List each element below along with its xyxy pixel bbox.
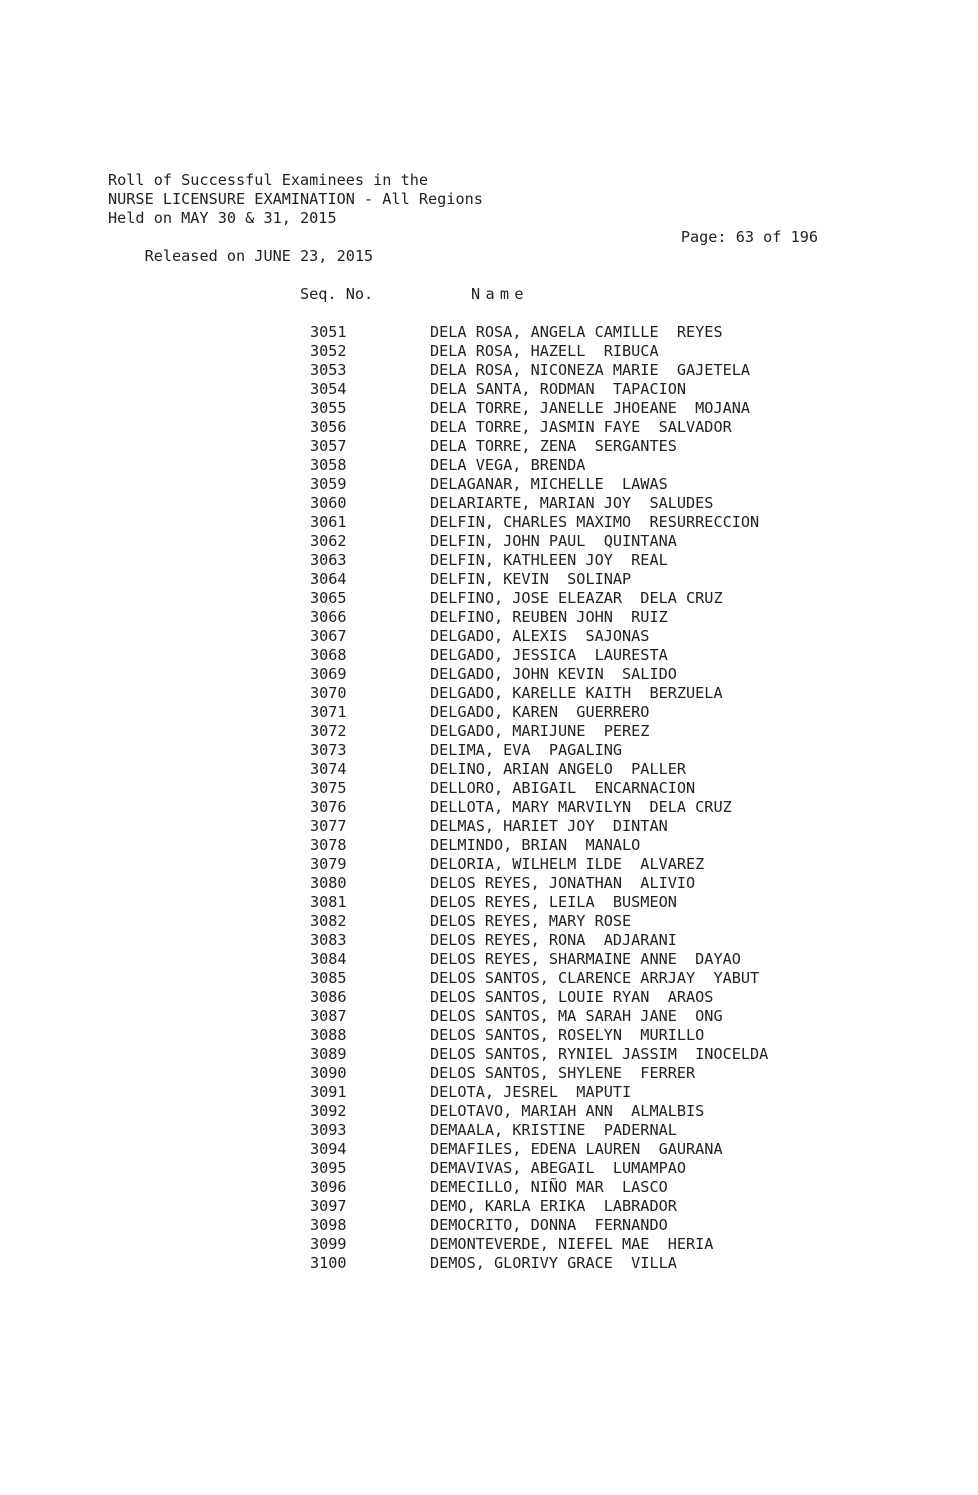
examinee-name: DEMONTEVERDE, NIEFEL MAE HERIA (430, 1235, 714, 1253)
examinee-name: DELOS SANTOS, LOUIE RYAN ARAOS (430, 988, 714, 1006)
list-item (0, 684, 978, 703)
seq-number: 3051 (310, 323, 347, 341)
list-item (0, 418, 978, 437)
list-item (0, 1064, 978, 1083)
examinee-name: DEMAFILES, EDENA LAUREN GAURANA (430, 1140, 723, 1158)
list-item (0, 513, 978, 532)
seq-number: 3055 (310, 399, 347, 417)
list-item (0, 380, 978, 399)
seq-number: 3084 (310, 950, 347, 968)
seq-number: 3076 (310, 798, 347, 816)
column-header-name: Name (471, 285, 529, 303)
seq-number: 3069 (310, 665, 347, 683)
seq-number: 3072 (310, 722, 347, 740)
list-item (0, 855, 978, 874)
examinee-name: DELOS REYES, RONA ADJARANI (430, 931, 677, 949)
examinee-name: DELMAS, HARIET JOY DINTAN (430, 817, 668, 835)
seq-number: 3090 (310, 1064, 347, 1082)
list-item (0, 893, 978, 912)
list-item (0, 1102, 978, 1121)
examinee-name: DEMOS, GLORIVY GRACE VILLA (430, 1254, 677, 1272)
list-item (0, 817, 978, 836)
examinee-name: DELOS REYES, MARY ROSE (430, 912, 632, 930)
seq-number: 3079 (310, 855, 347, 873)
seq-number: 3073 (310, 741, 347, 759)
list-item (0, 1178, 978, 1197)
seq-number: 3100 (310, 1254, 347, 1272)
seq-number: 3071 (310, 703, 347, 721)
examinee-list (0, 323, 978, 1273)
seq-number: 3053 (310, 361, 347, 379)
examinee-name: DEMO, KARLA ERIKA LABRADOR (430, 1197, 677, 1215)
list-item (0, 950, 978, 969)
list-item (0, 988, 978, 1007)
list-item (0, 551, 978, 570)
list-item (0, 703, 978, 722)
examinee-name: DELIMA, EVA PAGALING (430, 741, 623, 759)
list-item (0, 665, 978, 684)
seq-number: 3062 (310, 532, 347, 550)
examinee-name: DELGADO, JOHN KEVIN SALIDO (430, 665, 677, 683)
list-item (0, 494, 978, 513)
list-item (0, 741, 978, 760)
seq-number: 3093 (310, 1121, 347, 1139)
seq-number: 3080 (310, 874, 347, 892)
examinee-name: DELGADO, KARELLE KAITH BERZUELA (430, 684, 723, 702)
examinee-name: DELFIN, CHARLES MAXIMO RESURRECCION (430, 513, 760, 531)
list-item (0, 570, 978, 589)
examinee-name: DELOS REYES, LEILA BUSMEON (430, 893, 677, 911)
seq-number: 3095 (310, 1159, 347, 1177)
seq-number: 3058 (310, 456, 347, 474)
examinee-name: DELOTA, JESREL MAPUTI (430, 1083, 632, 1101)
seq-number: 3061 (310, 513, 347, 531)
list-item (0, 608, 978, 627)
list-item (0, 931, 978, 950)
seq-number: 3081 (310, 893, 347, 911)
seq-number: 3067 (310, 627, 347, 645)
list-item (0, 361, 978, 380)
examinee-name: DELORIA, WILHELM ILDE ALVAREZ (430, 855, 705, 873)
list-item (0, 1254, 978, 1273)
seq-number: 3065 (310, 589, 347, 607)
seq-number: 3091 (310, 1083, 347, 1101)
list-item (0, 1083, 978, 1102)
examinee-name: DELLORO, ABIGAIL ENCARNACION (430, 779, 696, 797)
seq-number: 3052 (310, 342, 347, 360)
list-item (0, 1216, 978, 1235)
list-item (0, 969, 978, 988)
examinee-name: DELA ROSA, HAZELL RIBUCA (430, 342, 659, 360)
examinee-name: DELA SANTA, RODMAN TAPACION (430, 380, 687, 398)
header-exam-name: NURSE LICENSURE EXAMINATION - All Regions (108, 190, 483, 208)
examinee-name: DELFIN, KATHLEEN JOY REAL (430, 551, 668, 569)
seq-number: 3097 (310, 1197, 347, 1215)
seq-number: 3087 (310, 1007, 347, 1025)
seq-number: 3068 (310, 646, 347, 664)
list-item (0, 798, 978, 817)
list-item (0, 760, 978, 779)
seq-number: 3094 (310, 1140, 347, 1158)
list-item (0, 342, 978, 361)
examinee-name: DELA ROSA, ANGELA CAMILLE REYES (430, 323, 723, 341)
seq-number: 3059 (310, 475, 347, 493)
list-item (0, 722, 978, 741)
examinee-name: DELOS SANTOS, ROSELYN MURILLO (430, 1026, 705, 1044)
examinee-name: DELA TORRE, JASMIN FAYE SALVADOR (430, 418, 732, 436)
seq-number: 3082 (310, 912, 347, 930)
list-item (0, 1197, 978, 1216)
seq-number: 3096 (310, 1178, 347, 1196)
seq-number: 3060 (310, 494, 347, 512)
seq-number: 3054 (310, 380, 347, 398)
list-item (0, 1159, 978, 1178)
examinee-name: DELOS SANTOS, SHYLENE FERRER (430, 1064, 696, 1082)
list-item (0, 1045, 978, 1064)
examinee-name: DELFINO, JOSE ELEAZAR DELA CRUZ (430, 589, 723, 607)
list-item (0, 779, 978, 798)
list-item (0, 1235, 978, 1254)
list-item (0, 1026, 978, 1045)
examinee-name: DELOS SANTOS, MA SARAH JANE ONG (430, 1007, 723, 1025)
examinee-name: DELOS SANTOS, RYNIEL JASSIM INOCELDA (430, 1045, 769, 1063)
examinee-name: DELAGANAR, MICHELLE LAWAS (430, 475, 668, 493)
seq-number: 3099 (310, 1235, 347, 1253)
list-item (0, 874, 978, 893)
header-release-row (108, 228, 818, 265)
examinee-name: DELA TORRE, JANELLE JHOEANE MOJANA (430, 399, 751, 417)
seq-number: 3089 (310, 1045, 347, 1063)
seq-number: 3075 (310, 779, 347, 797)
seq-number: 3088 (310, 1026, 347, 1044)
seq-number: 3056 (310, 418, 347, 436)
list-item (0, 1121, 978, 1140)
examinee-name: DELOS SANTOS, CLARENCE ARRJAY YABUT (430, 969, 760, 987)
list-item (0, 646, 978, 665)
examinee-name: DEMAALA, KRISTINE PADERNAL (430, 1121, 677, 1139)
examinee-name: DEMECILLO, NIÑO MAR LASCO (430, 1178, 668, 1196)
header-released-date: Released on JUNE 23, 2015 (144, 247, 374, 265)
header-held-date: Held on MAY 30 & 31, 2015 (108, 209, 337, 227)
seq-number: 3085 (310, 969, 347, 987)
examinee-name: DELOTAVO, MARIAH ANN ALMALBIS (430, 1102, 705, 1120)
examinee-name: DELGADO, JESSICA LAURESTA (430, 646, 668, 664)
examinee-name: DELA TORRE, ZENA SERGANTES (430, 437, 677, 455)
seq-number: 3070 (310, 684, 347, 702)
list-item (0, 532, 978, 551)
list-item (0, 627, 978, 646)
examinee-name: DELFIN, JOHN PAUL QUINTANA (430, 532, 677, 550)
examinee-name: DELARIARTE, MARIAN JOY SALUDES (430, 494, 714, 512)
seq-number: 3066 (310, 608, 347, 626)
seq-number: 3063 (310, 551, 347, 569)
list-item (0, 323, 978, 342)
column-header-seq: Seq. No. (300, 285, 374, 303)
examinee-name: DELOS REYES, JONATHAN ALIVIO (430, 874, 696, 892)
list-item (0, 399, 978, 418)
examinee-name: DELFIN, KEVIN SOLINAP (430, 570, 632, 588)
examinee-name: DEMOCRITO, DONNA FERNANDO (430, 1216, 668, 1234)
examinee-name: DELFINO, REUBEN JOHN RUIZ (430, 608, 668, 626)
examinee-name: DELA VEGA, BRENDA (430, 456, 586, 474)
examinee-name: DELA ROSA, NICONEZA MARIE GAJETELA (430, 361, 751, 379)
header-title: Roll of Successful Examinees in the (108, 171, 429, 189)
list-item (0, 437, 978, 456)
examinee-name: DELINO, ARIAN ANGELO PALLER (430, 760, 687, 778)
examinee-name: DELMINDO, BRIAN MANALO (430, 836, 641, 854)
examinee-name: DELLOTA, MARY MARVILYN DELA CRUZ (430, 798, 732, 816)
seq-number: 3086 (310, 988, 347, 1006)
list-item (0, 589, 978, 608)
list-item (0, 1140, 978, 1159)
examinee-name: DELGADO, KAREN GUERRERO (430, 703, 650, 721)
seq-number: 3074 (310, 760, 347, 778)
seq-number: 3098 (310, 1216, 347, 1234)
seq-number: 3083 (310, 931, 347, 949)
seq-number: 3077 (310, 817, 347, 835)
list-item (0, 456, 978, 475)
seq-number: 3092 (310, 1102, 347, 1120)
seq-number: 3064 (310, 570, 347, 588)
examinee-name: DELOS REYES, SHARMAINE ANNE DAYAO (430, 950, 741, 968)
list-item (0, 912, 978, 931)
list-item (0, 1007, 978, 1026)
list-item (0, 836, 978, 855)
seq-number: 3078 (310, 836, 347, 854)
page-number: Page: 63 of 196 (680, 228, 818, 246)
seq-number: 3057 (310, 437, 347, 455)
examinee-name: DELGADO, MARIJUNE PEREZ (430, 722, 650, 740)
examinee-name: DELGADO, ALEXIS SAJONAS (430, 627, 650, 645)
list-item (0, 475, 978, 494)
examinee-name: DEMAVIVAS, ABEGAIL LUMAMPAO (430, 1159, 687, 1177)
document-header (108, 171, 818, 265)
